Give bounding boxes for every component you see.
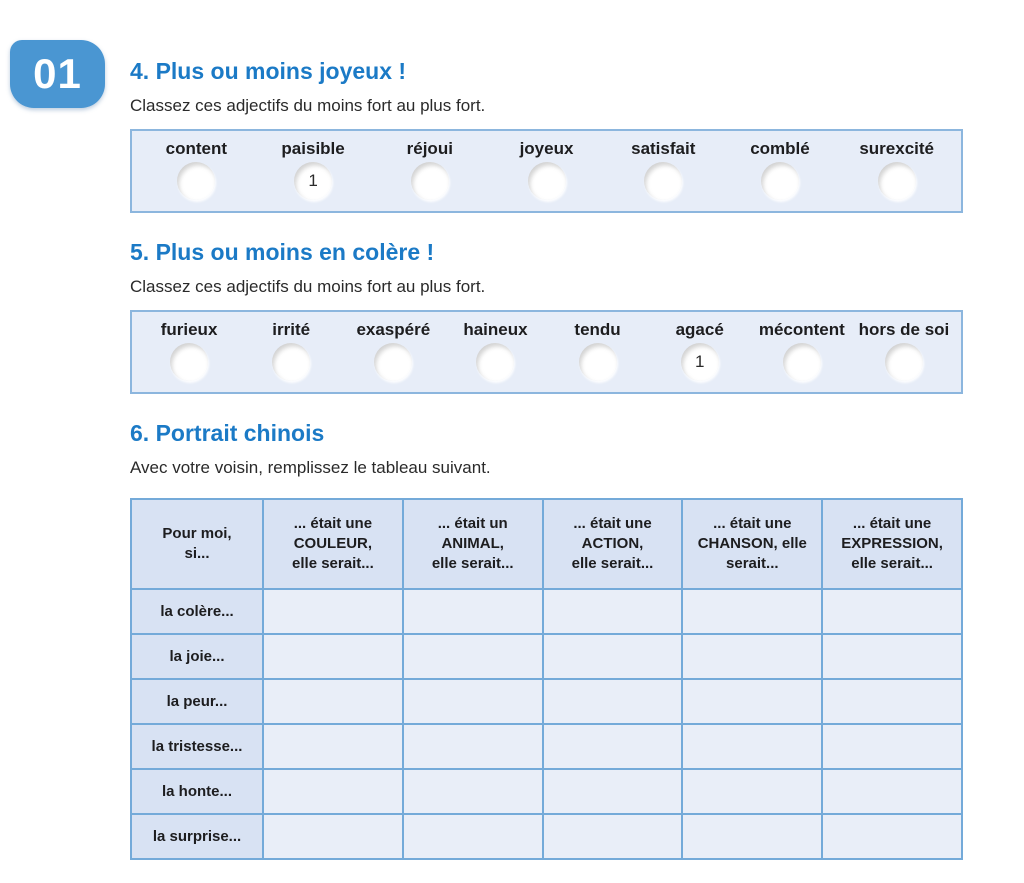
cell-colere-couleur[interactable] (263, 589, 403, 634)
adjective-label: irrité (272, 320, 311, 339)
row-header-peur: la peur... (131, 679, 263, 724)
table-row-surprise (131, 814, 962, 859)
cell-surprise-animal[interactable] (403, 814, 543, 859)
rank-item-furieux (138, 319, 240, 386)
cell-tristesse-expression[interactable] (822, 724, 962, 769)
rank-item-comble (722, 138, 839, 205)
rank-item-tendu (547, 319, 649, 386)
cell-peur-couleur[interactable] (263, 679, 403, 724)
rank-circle-irrite[interactable] (272, 343, 310, 381)
rank-circle-exaspere[interactable] (374, 343, 412, 381)
cell-surprise-chanson[interactable] (682, 814, 822, 859)
adjective-label: content (165, 139, 228, 158)
rank-item-hors-de-soi (853, 319, 955, 386)
rank-item-irrite (240, 319, 342, 386)
rank-circle-satisfait[interactable] (644, 162, 682, 200)
rank-circle-comble[interactable] (761, 162, 799, 200)
row-header-honte: la honte... (131, 769, 263, 814)
rank-item-rejoui (371, 138, 488, 205)
rank-item-satisfait (605, 138, 722, 205)
rank-circle-joyeux[interactable] (528, 162, 566, 200)
rank-item-surexcite (838, 138, 955, 205)
rank-item-mecontent (751, 319, 853, 386)
cell-peur-expression[interactable] (822, 679, 962, 724)
rank-circle-surexcite[interactable] (878, 162, 916, 200)
portrait-chinois-table (130, 498, 963, 860)
rank-item-joyeux (488, 138, 605, 205)
cell-joie-action[interactable] (543, 634, 683, 679)
rank-circle-furieux[interactable] (170, 343, 208, 381)
cell-colere-chanson[interactable] (682, 589, 822, 634)
adjective-label: tendu (574, 320, 621, 339)
cell-tristesse-chanson[interactable] (682, 724, 822, 769)
column-header-couleur: ... était une COULEUR, elle serait... (263, 499, 403, 589)
cell-tristesse-action[interactable] (543, 724, 683, 769)
column-header-animal: ... était un ANIMAL, elle serait... (403, 499, 543, 589)
rank-item-paisible (255, 138, 372, 205)
table-row-peur (131, 679, 962, 724)
cell-honte-couleur[interactable] (263, 769, 403, 814)
column-header-action: ... était une ACTION, elle serait... (543, 499, 683, 589)
row-header-colere: la colère... (131, 589, 263, 634)
rank-item-content (138, 138, 255, 205)
adjective-label: réjoui (406, 139, 453, 158)
adjective-label: haineux (463, 320, 528, 339)
cell-surprise-action[interactable] (543, 814, 683, 859)
adjective-label: exaspéré (356, 320, 431, 339)
rank-item-exaspere (342, 319, 444, 386)
chapter-badge (10, 40, 105, 108)
column-header-expression: ... était une EXPRESSION, elle serait... (822, 499, 962, 589)
exercise4-instruction: Classez ces adjectifs du moins fort au plus fort. (130, 96, 486, 115)
rank-circle-agace[interactable]: 1 (681, 343, 719, 381)
row-header-tristesse: la tristesse... (131, 724, 263, 769)
rank-item-agace (649, 319, 751, 386)
worksheet-content (130, 0, 963, 860)
cell-joie-expression[interactable] (822, 634, 962, 679)
row-header-surprise: la surprise... (131, 814, 263, 859)
corner-header: Pour moi, si... (131, 499, 263, 589)
cell-peur-chanson[interactable] (682, 679, 822, 724)
adjective-label: furieux (160, 320, 218, 339)
rank-circle-haineux[interactable] (476, 343, 514, 381)
adjective-label: satisfait (631, 139, 696, 158)
rank-circle-content[interactable] (177, 162, 215, 200)
rank-item-haineux (444, 319, 546, 386)
cell-surprise-expression[interactable] (822, 814, 962, 859)
exercise6-instruction: Avec votre voisin, remplissez le tableau suivant. (130, 458, 491, 477)
cell-surprise-couleur[interactable] (263, 814, 403, 859)
rank-circle-rejoui[interactable] (411, 162, 449, 200)
exercise5-title: 5. Plus ou moins en colère ! (130, 239, 435, 265)
cell-peur-animal[interactable] (403, 679, 543, 724)
table-header-row (131, 499, 962, 589)
rank-circle-mecontent[interactable] (783, 343, 821, 381)
exercise4-title: 4. Plus ou moins joyeux ! (130, 58, 407, 84)
cell-joie-animal[interactable] (403, 634, 543, 679)
exercise6-title: 6. Portrait chinois (130, 420, 325, 446)
exercise5-rank-box (130, 310, 963, 394)
adjective-label: mécontent (758, 320, 845, 339)
exercise5-instruction: Classez ces adjectifs du moins fort au plus fort. (130, 277, 486, 296)
table-row-tristesse (131, 724, 962, 769)
adjective-label: joyeux (519, 139, 574, 158)
cell-honte-chanson[interactable] (682, 769, 822, 814)
adjective-label: surexcité (859, 139, 934, 158)
cell-honte-animal[interactable] (403, 769, 543, 814)
cell-peur-action[interactable] (543, 679, 683, 724)
adjective-label: comblé (750, 139, 810, 158)
table-row-honte (131, 769, 962, 814)
table-row-joie (131, 634, 962, 679)
cell-joie-couleur[interactable] (263, 634, 403, 679)
cell-joie-chanson[interactable] (682, 634, 822, 679)
adjective-label: hors de soi (858, 320, 950, 339)
cell-colere-animal[interactable] (403, 589, 543, 634)
adjective-label: agacé (675, 320, 724, 339)
rank-circle-tendu[interactable] (579, 343, 617, 381)
cell-honte-expression[interactable] (822, 769, 962, 814)
cell-tristesse-couleur[interactable] (263, 724, 403, 769)
chapter-number: 01 (33, 50, 82, 97)
exercise4-rank-box (130, 129, 963, 213)
cell-honte-action[interactable] (543, 769, 683, 814)
table-row-colere (131, 589, 962, 634)
cell-colere-action[interactable] (543, 589, 683, 634)
row-header-joie: la joie... (131, 634, 263, 679)
cell-tristesse-animal[interactable] (403, 724, 543, 769)
rank-circle-paisible[interactable]: 1 (294, 162, 332, 200)
adjective-label: paisible (281, 139, 345, 158)
column-header-chanson: ... était une CHANSON, elle serait... (682, 499, 822, 589)
cell-colere-expression[interactable] (822, 589, 962, 634)
rank-circle-hors-de-soi[interactable] (885, 343, 923, 381)
